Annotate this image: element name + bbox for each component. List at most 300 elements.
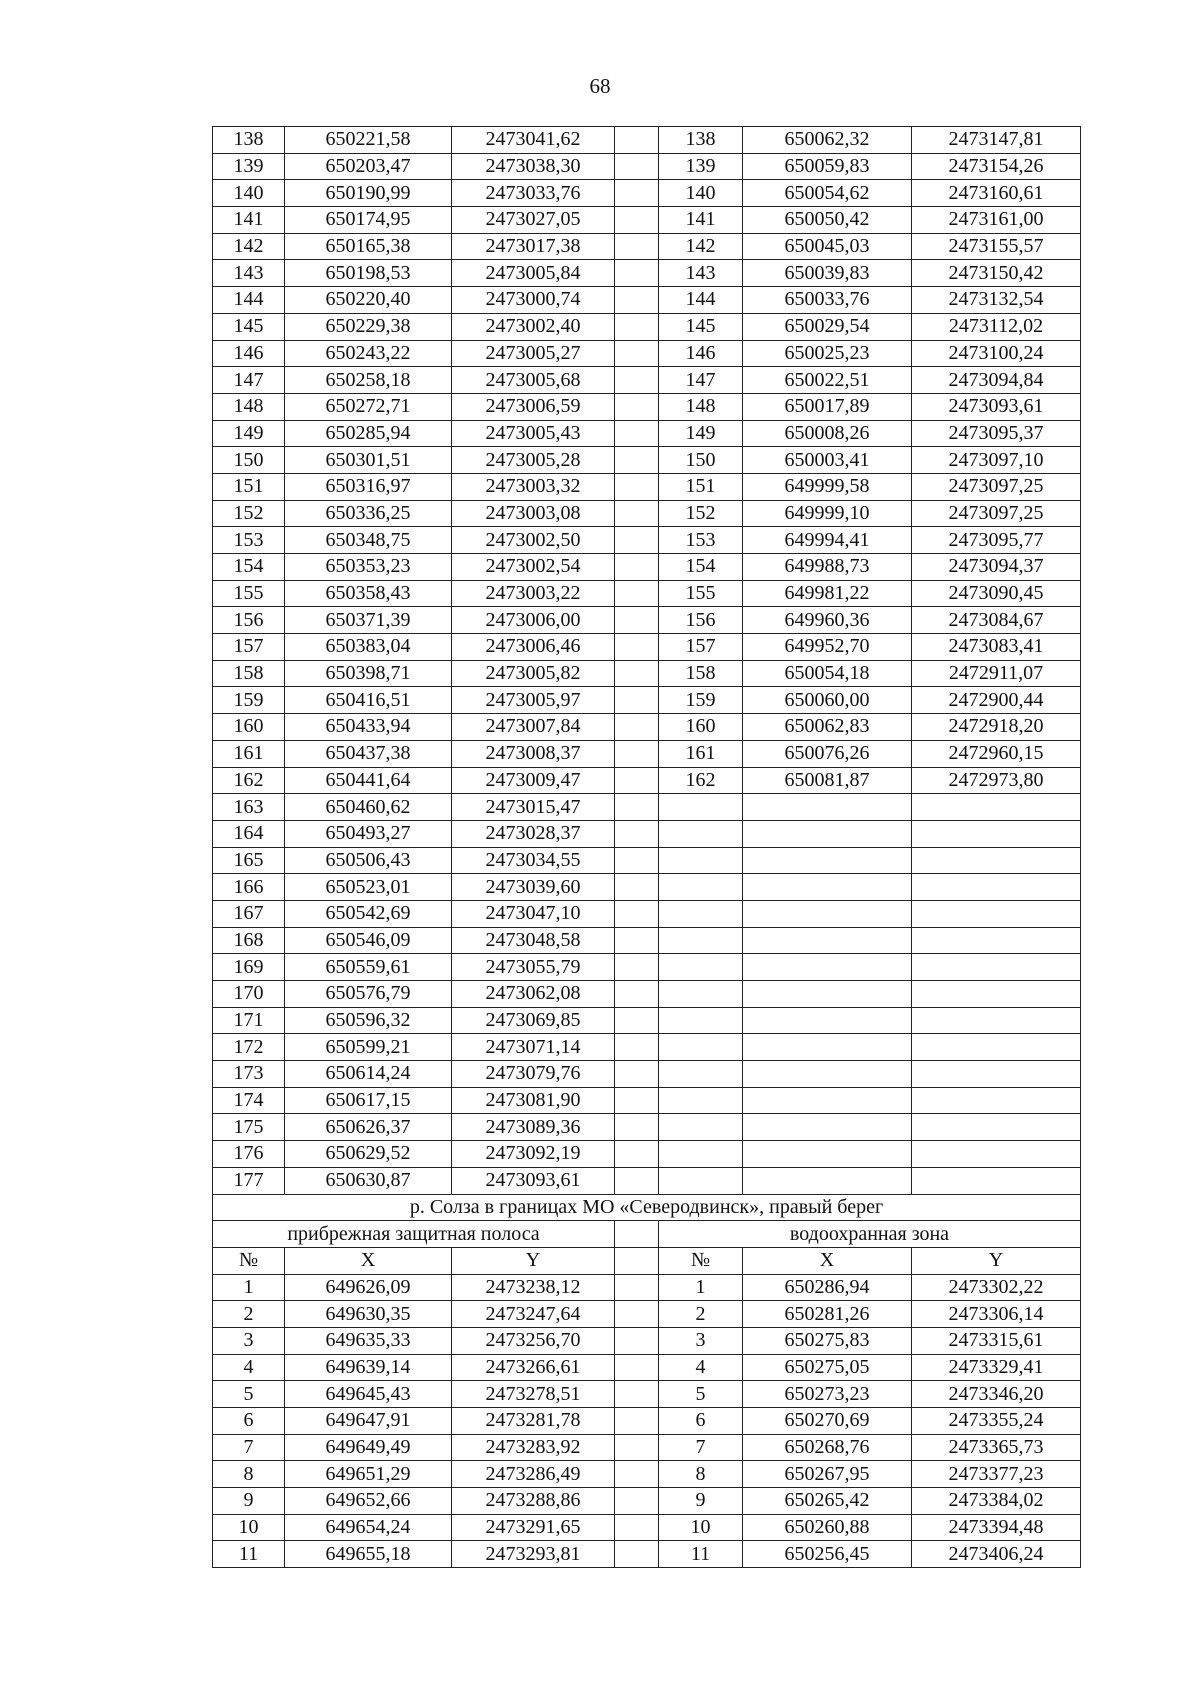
x-right: 650286,94 [743,1274,912,1301]
header-spacer [615,1247,659,1274]
point-number-left: 11 [213,1541,285,1568]
x-right: 650062,32 [743,127,912,154]
y-left: 2473283,92 [452,1434,615,1461]
x-left: 649639,14 [285,1354,452,1381]
point-number-left: 4 [213,1354,285,1381]
spacer [615,1301,659,1328]
table-row [213,233,1081,260]
point-number-right: 149 [659,420,743,447]
x-right: 650033,76 [743,287,912,314]
y-right: 2473377,23 [912,1461,1081,1488]
x-left: 649645,43 [285,1381,452,1408]
y-right: 2473160,61 [912,180,1081,207]
spacer [615,207,659,234]
point-number-left: 173 [213,1061,285,1088]
table-row [213,580,1081,607]
y-right [912,847,1081,874]
y-right: 2473315,61 [912,1327,1081,1354]
point-number-right: 10 [659,1514,743,1541]
table-row [213,1541,1081,1568]
point-number-right: 138 [659,127,743,154]
caption-spacer [615,1221,659,1248]
point-number-right: 152 [659,500,743,527]
page-number: 68 [589,74,611,98]
x-left: 650190,99 [285,180,452,207]
point-number-right: 139 [659,153,743,180]
spacer [615,153,659,180]
y-right: 2473097,25 [912,500,1081,527]
point-number-left: 140 [213,180,285,207]
table-row [213,820,1081,847]
point-number-left: 3 [213,1327,285,1354]
table-row [213,260,1081,287]
y-left: 2473005,82 [452,660,615,687]
y-left: 2473008,37 [452,740,615,767]
y-left: 2473041,62 [452,127,615,154]
table-row [213,127,1081,154]
point-number-left: 6 [213,1408,285,1435]
point-number-left: 159 [213,687,285,714]
point-number-right [659,1007,743,1034]
table-row [213,393,1081,420]
left-caption: прибрежная защитная полоса [213,1221,615,1248]
spacer [615,1114,659,1141]
y-right: 2472960,15 [912,740,1081,767]
table-row [213,447,1081,474]
y-right: 2473329,41 [912,1354,1081,1381]
table-row [213,767,1081,794]
y-left: 2473293,81 [452,1541,615,1568]
x-right [743,794,912,821]
y-right: 2473155,57 [912,233,1081,260]
x-right: 649952,70 [743,634,912,661]
y-right [912,927,1081,954]
x-right: 650017,89 [743,393,912,420]
table-row [213,1461,1081,1488]
table-row [213,660,1081,687]
point-number-left: 162 [213,767,285,794]
point-number-left: 145 [213,313,285,340]
point-number-right: 154 [659,554,743,581]
table-row [213,554,1081,581]
spacer [615,847,659,874]
point-number-left: 10 [213,1514,285,1541]
y-left: 2473256,70 [452,1327,615,1354]
point-number-right [659,820,743,847]
x-left: 650629,52 [285,1141,452,1168]
x-left: 649630,35 [285,1301,452,1328]
table-row [213,927,1081,954]
table-row [213,954,1081,981]
x-left: 650383,04 [285,634,452,661]
x-left: 650630,87 [285,1167,452,1194]
x-left: 649655,18 [285,1541,452,1568]
y-right [912,1087,1081,1114]
x-right: 650054,18 [743,660,912,687]
y-right: 2473384,02 [912,1488,1081,1515]
x-right: 650060,00 [743,687,912,714]
spacer [615,1141,659,1168]
y-right: 2473147,81 [912,127,1081,154]
x-left: 650174,95 [285,207,452,234]
point-number-left: 139 [213,153,285,180]
x-right: 650045,03 [743,233,912,260]
y-right: 2473097,10 [912,447,1081,474]
y-left: 2473039,60 [452,874,615,901]
spacer [615,660,659,687]
x-right: 650022,51 [743,367,912,394]
table-row [213,1114,1081,1141]
spacer [615,180,659,207]
table-row [213,287,1081,314]
x-right: 650008,26 [743,420,912,447]
y-right: 2473365,73 [912,1434,1081,1461]
x-left: 650221,58 [285,127,452,154]
spacer [615,1408,659,1435]
table-row [213,1274,1081,1301]
y-right: 2473355,24 [912,1408,1081,1435]
point-number-right [659,794,743,821]
point-number-right [659,927,743,954]
x-left: 650617,15 [285,1087,452,1114]
spacer [615,393,659,420]
y-right: 2473097,25 [912,473,1081,500]
table-row [213,1514,1081,1541]
y-right [912,1141,1081,1168]
x-left: 650220,40 [285,287,452,314]
x-left: 650460,62 [285,794,452,821]
spacer [615,740,659,767]
y-right: 2473306,14 [912,1301,1081,1328]
point-number-right: 162 [659,767,743,794]
x-right [743,981,912,1008]
y-left: 2473027,05 [452,207,615,234]
y-right: 2472900,44 [912,687,1081,714]
table-row [213,1061,1081,1088]
y-left: 2473033,76 [452,180,615,207]
section-block [213,1194,1081,1274]
spacer [615,340,659,367]
point-number-right: 3 [659,1327,743,1354]
point-number-left: 1 [213,1274,285,1301]
point-number-left: 5 [213,1381,285,1408]
point-number-left: 168 [213,927,285,954]
point-number-right: 143 [659,260,743,287]
x-right [743,1087,912,1114]
x-right: 650281,26 [743,1301,912,1328]
y-right: 2473094,37 [912,554,1081,581]
y-left: 2473069,85 [452,1007,615,1034]
spacer [615,527,659,554]
x-right: 649999,58 [743,473,912,500]
table-row [213,473,1081,500]
y-left: 2473006,59 [452,393,615,420]
y-right: 2473394,48 [912,1514,1081,1541]
y-left: 2473006,46 [452,634,615,661]
x-right: 650076,26 [743,740,912,767]
x-left: 650493,27 [285,820,452,847]
spacer [615,1034,659,1061]
point-number-right [659,1087,743,1114]
y-left: 2473278,51 [452,1381,615,1408]
spacer [615,233,659,260]
table-row [213,607,1081,634]
y-left: 2473081,90 [452,1087,615,1114]
y-right [912,1167,1081,1194]
spacer [615,1461,659,1488]
spacer [615,367,659,394]
y-left: 2473071,14 [452,1034,615,1061]
y-right [912,1007,1081,1034]
point-number-right: 153 [659,527,743,554]
point-number-right: 9 [659,1488,743,1515]
y-left: 2473047,10 [452,900,615,927]
x-right: 650270,69 [743,1408,912,1435]
x-right: 650275,05 [743,1354,912,1381]
spacer [615,420,659,447]
header-x-right: X [743,1247,912,1274]
table-row [213,847,1081,874]
point-number-right: 1 [659,1274,743,1301]
point-number-left: 147 [213,367,285,394]
x-right: 649999,10 [743,500,912,527]
y-right: 2473095,77 [912,527,1081,554]
point-number-left: 177 [213,1167,285,1194]
y-left: 2473002,54 [452,554,615,581]
x-left: 650559,61 [285,954,452,981]
point-number-right: 157 [659,634,743,661]
point-number-left: 2 [213,1301,285,1328]
x-right: 650260,88 [743,1514,912,1541]
y-right: 2473150,42 [912,260,1081,287]
header-x-left: X [285,1247,452,1274]
point-number-left: 8 [213,1461,285,1488]
point-number-left: 141 [213,207,285,234]
table-row [213,180,1081,207]
point-number-right: 161 [659,740,743,767]
x-left: 650614,24 [285,1061,452,1088]
x-right [743,1007,912,1034]
right-caption: водоохранная зона [659,1221,1081,1248]
x-left: 649652,66 [285,1488,452,1515]
x-left: 649649,49 [285,1434,452,1461]
point-number-left: 163 [213,794,285,821]
x-left: 649647,91 [285,1408,452,1435]
point-number-left: 153 [213,527,285,554]
table-row [213,527,1081,554]
point-number-right: 160 [659,714,743,741]
point-number-left: 151 [213,473,285,500]
point-number-right: 8 [659,1461,743,1488]
y-left: 2473007,84 [452,714,615,741]
point-number-left: 152 [213,500,285,527]
point-number-right [659,1141,743,1168]
x-left: 650316,97 [285,473,452,500]
table-row [213,900,1081,927]
point-number-left: 142 [213,233,285,260]
spacer [615,580,659,607]
y-right: 2473406,24 [912,1541,1081,1568]
point-number-right: 158 [659,660,743,687]
spacer [615,1488,659,1515]
table-row [213,1034,1081,1061]
spacer [615,127,659,154]
table-row [213,153,1081,180]
spacer [615,687,659,714]
bottom-rows [213,1274,1081,1568]
point-number-right: 7 [659,1434,743,1461]
y-left: 2473015,47 [452,794,615,821]
spacer [615,1061,659,1088]
spacer [615,313,659,340]
spacer [615,874,659,901]
y-left: 2473002,50 [452,527,615,554]
x-left: 650506,43 [285,847,452,874]
header-number-right: № [659,1247,743,1274]
x-left: 650353,23 [285,554,452,581]
y-left: 2473005,28 [452,447,615,474]
y-left: 2473291,65 [452,1514,615,1541]
table-row [213,1434,1081,1461]
y-left: 2473006,00 [452,607,615,634]
x-left: 650203,47 [285,153,452,180]
y-left: 2473017,38 [452,233,615,260]
x-left: 650398,71 [285,660,452,687]
y-left: 2473093,61 [452,1167,615,1194]
header-row [213,1247,1081,1274]
point-number-left: 164 [213,820,285,847]
point-number-right [659,874,743,901]
y-right [912,1061,1081,1088]
y-left: 2473281,78 [452,1408,615,1435]
point-number-left: 161 [213,740,285,767]
point-number-left: 146 [213,340,285,367]
top-rows [213,127,1081,1195]
spacer [615,1274,659,1301]
section-title: р. Солза в границах МО «Северодвинск», правый берег [213,1194,1081,1221]
spacer [615,607,659,634]
x-right [743,1141,912,1168]
spacer [615,1381,659,1408]
point-number-left: 155 [213,580,285,607]
spacer [615,1167,659,1194]
x-right: 650081,87 [743,767,912,794]
y-right: 2473095,37 [912,420,1081,447]
y-right [912,794,1081,821]
y-left: 2473034,55 [452,847,615,874]
x-right: 649988,73 [743,554,912,581]
y-left: 2473238,12 [452,1274,615,1301]
table-row [213,794,1081,821]
table-row [213,874,1081,901]
point-number-right: 151 [659,473,743,500]
table-row [213,420,1081,447]
y-left: 2473000,74 [452,287,615,314]
x-left: 650198,53 [285,260,452,287]
x-left: 650576,79 [285,981,452,1008]
x-right: 650025,23 [743,340,912,367]
point-number-left: 7 [213,1434,285,1461]
spacer [615,1327,659,1354]
table-row [213,1141,1081,1168]
y-left: 2473028,37 [452,820,615,847]
spacer [615,447,659,474]
y-left: 2473003,08 [452,500,615,527]
spacer [615,473,659,500]
point-number-left: 165 [213,847,285,874]
y-left: 2473089,36 [452,1114,615,1141]
x-left: 649635,33 [285,1327,452,1354]
spacer [615,820,659,847]
x-left: 650441,64 [285,767,452,794]
x-left: 650336,25 [285,500,452,527]
y-left: 2473079,76 [452,1061,615,1088]
y-left: 2473005,84 [452,260,615,287]
table-row [213,1354,1081,1381]
x-left: 650301,51 [285,447,452,474]
point-number-right: 2 [659,1301,743,1328]
point-number-right: 11 [659,1541,743,1568]
y-right: 2473154,26 [912,153,1081,180]
point-number-left: 170 [213,981,285,1008]
x-left: 650165,38 [285,233,452,260]
point-number-left: 171 [213,1007,285,1034]
spacer [615,794,659,821]
y-left: 2473005,27 [452,340,615,367]
caption-row [213,1221,1081,1248]
x-left: 650358,43 [285,580,452,607]
spacer [615,1514,659,1541]
table-row [213,740,1081,767]
table-row [213,1087,1081,1114]
x-right: 649994,41 [743,527,912,554]
x-left: 650599,21 [285,1034,452,1061]
x-left: 650437,38 [285,740,452,767]
table-row [213,1408,1081,1435]
y-right [912,874,1081,901]
spacer [615,634,659,661]
x-left: 650243,22 [285,340,452,367]
y-right [912,900,1081,927]
y-left: 2473286,49 [452,1461,615,1488]
y-left: 2473009,47 [452,767,615,794]
y-right: 2473083,41 [912,634,1081,661]
x-left: 650546,09 [285,927,452,954]
point-number-left: 169 [213,954,285,981]
x-left: 650542,69 [285,900,452,927]
x-right [743,1114,912,1141]
x-left: 650229,38 [285,313,452,340]
point-number-left: 156 [213,607,285,634]
spacer [615,260,659,287]
spacer [615,1087,659,1114]
x-left: 649626,09 [285,1274,452,1301]
x-right [743,874,912,901]
table-row [213,1381,1081,1408]
x-left: 650416,51 [285,687,452,714]
table-row [213,1167,1081,1194]
y-right: 2473100,24 [912,340,1081,367]
section-title-row [213,1194,1081,1221]
y-left: 2473266,61 [452,1354,615,1381]
x-right: 650275,83 [743,1327,912,1354]
point-number-left: 174 [213,1087,285,1114]
x-right: 650256,45 [743,1541,912,1568]
x-left: 650258,18 [285,367,452,394]
spacer [615,714,659,741]
x-left: 650285,94 [285,420,452,447]
x-right: 650059,83 [743,153,912,180]
